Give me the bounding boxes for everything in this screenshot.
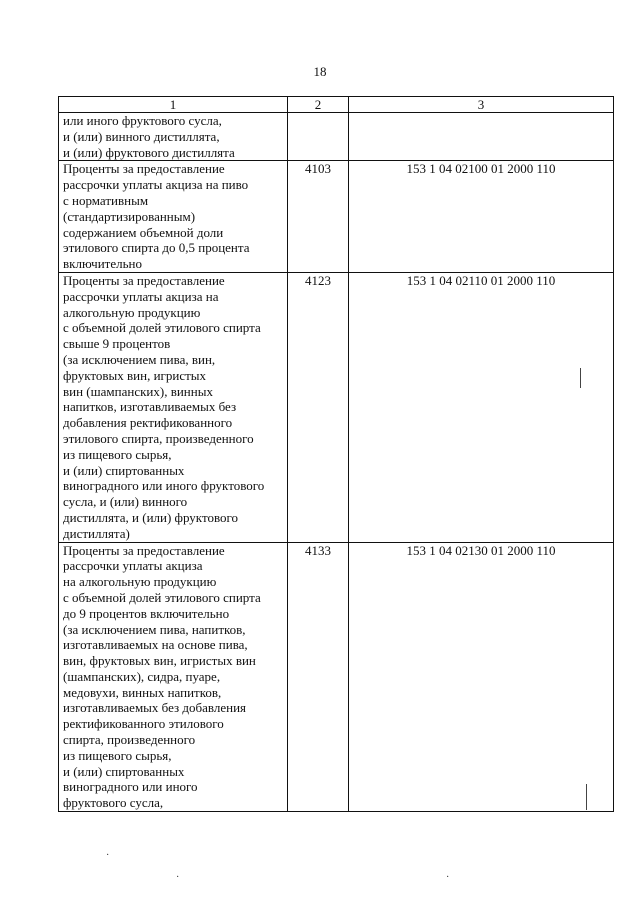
row-description: Проценты за предоставление рассрочки уплаты акциза на пиво с нормативным (стандартизированным) содержанием объемной доли этилового спирта до 0,5 процента включительно <box>59 161 288 273</box>
row-description: Проценты за предоставление рассрочки уплаты акциза на алкогольную продукцию с объемной долей этилового спирта до 9 процентов включительно (за исключением пива, напитков, изготавливаемых на основе пива, вин, фруктовых вин, игристых вин (шампанских), сидра, пуаре, медовухи, винных напитков, изготавливаемых без добавления ректификованного этилового спирта, произведенного из пищевого сырья, и (или) спиртованных виноградного или иного фруктового сусла, <box>59 542 288 812</box>
row-code <box>288 113 349 161</box>
scan-artifact-line <box>580 368 581 388</box>
row-code: 4123 <box>288 272 349 542</box>
row-description: Проценты за предоставление рассрочки уплаты акциза на алкогольную продукцию с объемной долей этилового спирта свыше 9 процентов (за исключением пива, вин, фруктовых вин, игристых вин (шампанских), винных напитков, изготавливаемых без добавления ректификованного этилового спирта, произведенного из пищевого сырья, и (или) спиртованных виноградного или иного фруктового сусла, и (или) винного дистиллята, и (или) фруктового дистиллята) <box>59 272 288 542</box>
row-kbk: 153 1 04 02100 01 2000 110 <box>349 161 614 273</box>
column-header-1: 1 <box>59 97 288 113</box>
row-kbk: 153 1 04 02130 01 2000 110 <box>349 542 614 812</box>
row-code: 4103 <box>288 161 349 273</box>
table-row <box>59 113 614 161</box>
table-row <box>59 272 614 542</box>
page-number: 18 <box>313 64 327 79</box>
table-row <box>59 542 614 812</box>
row-code: 4133 <box>288 542 349 812</box>
budget-codes-table <box>58 96 614 812</box>
scan-artifact-dot: · <box>106 850 110 861</box>
row-kbk: 153 1 04 02110 01 2000 110 <box>349 272 614 542</box>
column-header-3: 3 <box>349 97 614 113</box>
table-row <box>59 161 614 273</box>
row-kbk <box>349 113 614 161</box>
scan-artifact-dot: · <box>446 872 450 883</box>
scan-artifact-line <box>586 784 587 810</box>
table-header-row <box>59 97 614 113</box>
column-header-2: 2 <box>288 97 349 113</box>
row-description: или иного фруктового сусла, и (или) винного дистиллята, и (или) фруктового дистиллята <box>59 113 288 161</box>
scan-artifact-dot: · <box>176 872 180 883</box>
